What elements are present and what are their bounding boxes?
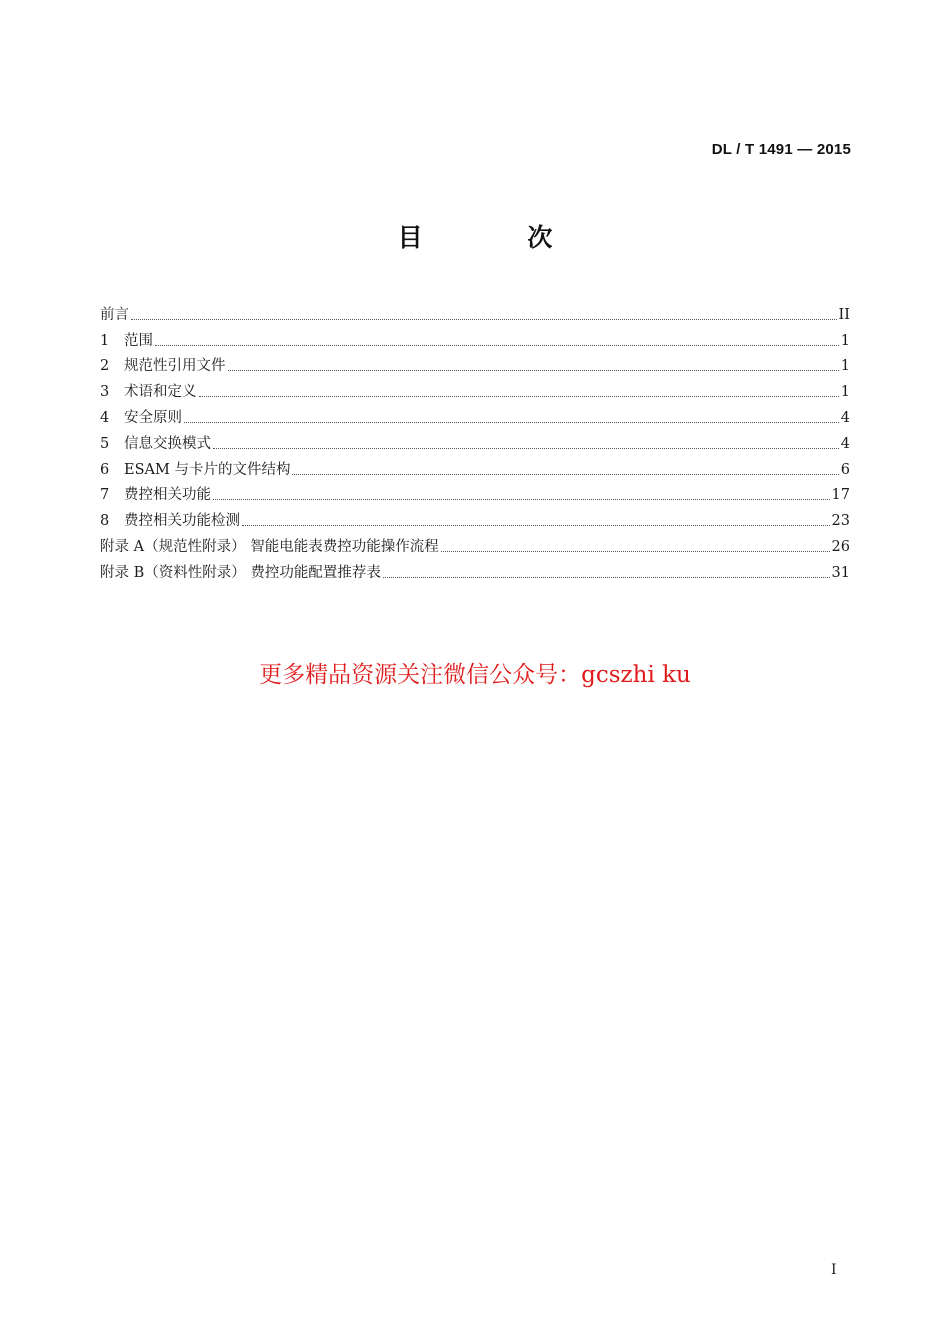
toc-entry-1[interactable] bbox=[100, 324, 850, 350]
toc-entry-page: 26 bbox=[831, 538, 850, 555]
toc-entry-number: 6 bbox=[100, 461, 110, 478]
toc-entry-number: 7 bbox=[100, 487, 110, 504]
page-title: 目 次 bbox=[397, 223, 601, 252]
toc-entry-6[interactable] bbox=[100, 453, 850, 479]
toc-entry-label: 附录 B（资料性附录） 费控功能配置推荐表 bbox=[100, 564, 381, 581]
toc-entry-label: 安全原则 bbox=[124, 409, 182, 426]
toc-entry-4[interactable] bbox=[100, 401, 850, 427]
toc-entry-page: 4 bbox=[840, 435, 850, 452]
toc-entry-appendix-a[interactable] bbox=[100, 530, 850, 556]
toc-entry-page: 1 bbox=[840, 384, 850, 401]
toc-entry-label: 信息交换模式 bbox=[124, 435, 211, 452]
toc-entry-page: 4 bbox=[840, 409, 850, 426]
leader-dots bbox=[228, 370, 839, 371]
toc-entry-label: 范围 bbox=[124, 332, 153, 349]
leader-dots bbox=[199, 396, 839, 397]
toc-entry-number: 4 bbox=[100, 409, 110, 426]
toc-entry-label: 费控相关功能检测 bbox=[124, 513, 240, 530]
standard-number: DL / T 1491 — 2015 bbox=[711, 141, 851, 158]
toc-entry-label: 费控相关功能 bbox=[124, 487, 211, 504]
leader-dots bbox=[213, 448, 839, 449]
toc-entry-7[interactable] bbox=[100, 479, 850, 505]
toc-entry-page: 6 bbox=[840, 461, 850, 478]
toc-entry-label: 附录 A（规范性附录） 智能电能表费控功能操作流程 bbox=[100, 538, 439, 555]
toc-entry-8[interactable] bbox=[100, 504, 850, 530]
toc-entry-number: 5 bbox=[100, 435, 110, 452]
toc-entry-label: 前言 bbox=[100, 306, 129, 323]
toc-entry-label: 规范性引用文件 bbox=[124, 358, 226, 375]
leader-dots bbox=[131, 319, 837, 320]
leader-dots bbox=[383, 577, 830, 578]
leader-dots bbox=[242, 525, 830, 526]
promo-watermark-text: 更多精品资源关注微信公众号：gcszhi ku bbox=[259, 662, 691, 688]
toc-entry-number: 1 bbox=[100, 332, 110, 349]
toc-entry-number: 8 bbox=[100, 513, 110, 530]
toc-entry-appendix-b[interactable] bbox=[100, 556, 850, 582]
toc-entry-page: 17 bbox=[831, 487, 850, 504]
toc-entry-label: ESAM 与卡片的文件结构 bbox=[124, 461, 291, 478]
leader-dots bbox=[213, 499, 830, 500]
toc-entry-page: 31 bbox=[831, 564, 850, 581]
toc-entry-5[interactable] bbox=[100, 427, 850, 453]
toc-entry-3[interactable] bbox=[100, 375, 850, 401]
toc-entry-page: II bbox=[838, 306, 850, 323]
toc-entry-label: 术语和定义 bbox=[124, 384, 197, 401]
toc-entry-page: 1 bbox=[840, 358, 850, 375]
table-of-contents bbox=[100, 298, 850, 582]
toc-entry-page: 23 bbox=[831, 513, 850, 530]
toc-entry-2[interactable] bbox=[100, 350, 850, 376]
leader-dots bbox=[184, 422, 839, 423]
leader-dots bbox=[292, 474, 838, 475]
leader-dots bbox=[155, 345, 839, 346]
toc-entry-number: 3 bbox=[100, 384, 110, 401]
footer-page-number: I bbox=[831, 1262, 837, 1278]
toc-entry-number: 2 bbox=[100, 358, 110, 375]
toc-entry-page: 1 bbox=[840, 332, 850, 349]
toc-entry-foreword[interactable] bbox=[100, 298, 850, 324]
leader-dots bbox=[441, 551, 830, 552]
